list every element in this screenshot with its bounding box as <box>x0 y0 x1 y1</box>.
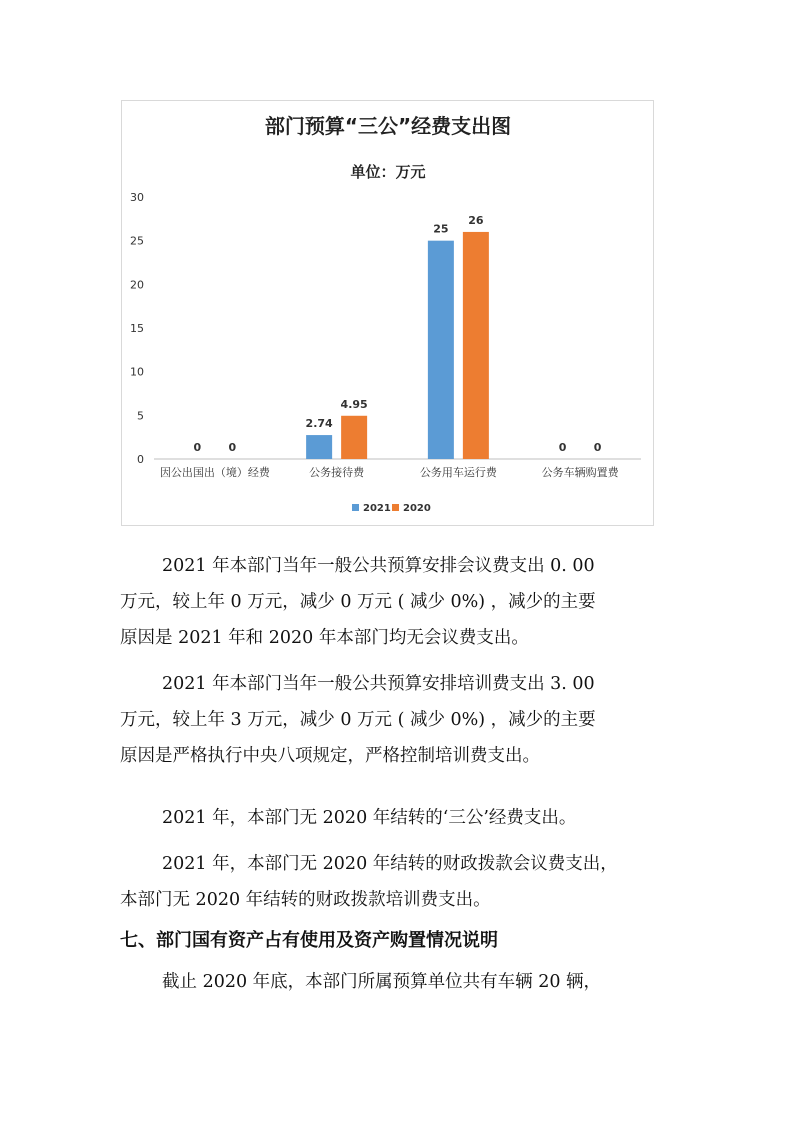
y-tick-label: 10 <box>130 365 144 379</box>
data-label: 4.95 <box>340 397 368 411</box>
data-label: 0 <box>193 441 202 454</box>
category-label: 公务车辆购置费 <box>541 466 619 479</box>
data-label: 26 <box>468 213 484 227</box>
chart-title: 部门预算“三公”经费支出图 <box>264 114 512 138</box>
legend-swatch <box>352 504 359 511</box>
paragraph-meeting-fee <box>120 548 680 656</box>
y-tick-label: 5 <box>137 409 144 423</box>
bar <box>306 435 332 459</box>
y-tick-label: 30 <box>130 191 144 204</box>
category-label: 公务接待费 <box>309 466 365 479</box>
chart-subtitle: 单位：万元 <box>350 163 426 181</box>
category-label: 因公出国出（境）经费 <box>159 466 270 479</box>
paragraph-training-fee <box>120 666 680 774</box>
p2-line-2: 万元，较上年 3 万元，减少 0 万元 ( 减少 0%) ，减少的主要 <box>120 710 596 730</box>
p5-line-1: 截止 2020 年底，本部门所属预算单位共有车辆 20 辆， <box>162 972 602 992</box>
bar-group <box>194 214 602 459</box>
bar <box>428 241 454 459</box>
y-tick-label: 15 <box>130 322 144 335</box>
legend-label: 2021 <box>363 503 391 514</box>
y-tick-label: 25 <box>130 234 144 248</box>
paragraph-carryover-three-public <box>120 800 680 836</box>
bar <box>463 232 489 459</box>
chart-canvas <box>122 101 655 527</box>
p3-line-1: 2021 年，本部门无 2020 年结转的‘三公’经费支出。 <box>162 808 577 828</box>
legend-label: 2020 <box>403 503 431 514</box>
paragraph-carryover-fees <box>120 846 680 918</box>
p1-line-3: 原因是 2021 年和 2020 年本部门均无会议费支出。 <box>120 628 529 648</box>
category-label: 公务用车运行费 <box>419 466 497 479</box>
paragraph-assets <box>120 964 680 1000</box>
p4-line-2: 本部门无 2020 年结转的财政拨款培训费支出。 <box>120 890 491 910</box>
y-tick-label: 0 <box>137 453 144 466</box>
data-label: 0 <box>593 441 602 454</box>
p1-line-1: 2021 年本部门当年一般公共预算安排会议费支出 0. 00 <box>162 556 595 576</box>
data-label: 2.74 <box>305 417 333 431</box>
data-label: 0 <box>558 441 567 454</box>
x-axis <box>160 465 620 479</box>
budget-chart <box>121 100 654 526</box>
bar <box>341 416 367 459</box>
p2-line-1: 2021 年本部门当年一般公共预算安排培训费支出 3. 00 <box>162 674 595 694</box>
p4-line-1: 2021 年，本部门无 2020 年结转的财政拨款会议费支出， <box>162 854 618 874</box>
legend-swatch <box>392 504 399 511</box>
y-tick-label: 20 <box>130 278 144 292</box>
p2-line-3: 原因是严格执行中央八项规定，严格控制培训费支出。 <box>120 746 540 766</box>
data-label: 0 <box>228 441 237 454</box>
data-label: 25 <box>433 222 449 236</box>
legend <box>352 503 431 514</box>
y-axis <box>130 191 144 466</box>
section-heading: 七、部门国有资产占有使用及资产购置情况说明 <box>120 930 498 951</box>
p1-line-2: 万元，较上年 0 万元，减少 0 万元 ( 减少 0%) ，减少的主要 <box>120 592 596 612</box>
